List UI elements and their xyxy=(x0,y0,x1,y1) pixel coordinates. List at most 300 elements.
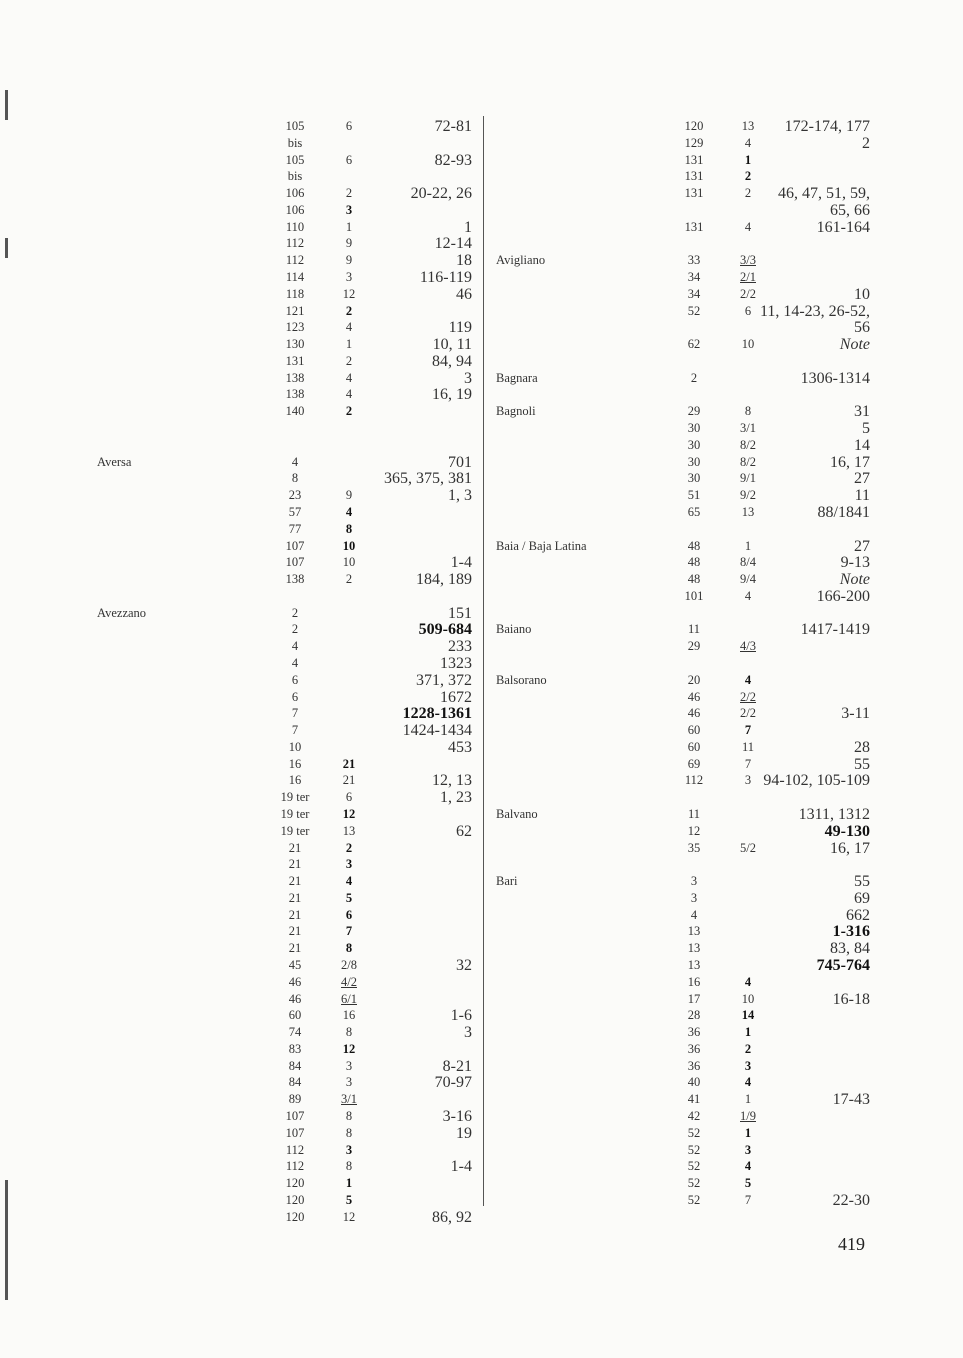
volume-number: 41 xyxy=(687,1092,701,1107)
fascicle-number: 16 xyxy=(342,1008,356,1023)
fascicle-number: 8 xyxy=(345,1159,353,1174)
volume-number: 21 xyxy=(288,840,302,855)
fascicle-number: 1 xyxy=(345,337,353,352)
scan-edge-mark xyxy=(5,90,8,120)
place-name: Bagnara xyxy=(496,370,538,385)
fascicle-number: 2/2 xyxy=(740,706,756,721)
page-reference: 55 xyxy=(854,755,870,773)
fascicle-number: 4 xyxy=(345,370,353,385)
volume-number: 19 ter xyxy=(280,806,310,821)
fascicle-number: 4 xyxy=(345,320,353,335)
fascicle-number: 7 xyxy=(744,756,752,771)
volume-number: 107 xyxy=(285,538,305,553)
fascicle-number: 10 xyxy=(741,337,755,352)
volume-number: 112 xyxy=(285,1142,305,1157)
volume-number: 46 xyxy=(687,689,701,704)
page-reference: 2 xyxy=(862,134,870,152)
page-reference: 1311, 1312 xyxy=(798,805,870,823)
page-reference: 1-316 xyxy=(832,923,870,941)
volume-number: 74 xyxy=(288,1025,302,1040)
place-name: Bari xyxy=(496,874,518,889)
page-reference: 70-97 xyxy=(434,1074,472,1092)
volume-number: 60 xyxy=(687,723,701,738)
scan-edge-mark xyxy=(5,1180,8,1300)
fascicle-number: 21 xyxy=(342,773,356,788)
fascicle-number: 4 xyxy=(345,387,353,402)
fascicle-number: 1 xyxy=(744,538,752,553)
fascicle-number: 2 xyxy=(345,186,353,201)
fascicle-number: 2 xyxy=(744,1041,752,1056)
fascicle-number: 4 xyxy=(345,874,353,889)
volume-number: 30 xyxy=(687,454,701,469)
fascicle-number: 7 xyxy=(744,1192,752,1207)
page-reference: 16, 17 xyxy=(830,453,870,471)
page-reference: 1-4 xyxy=(450,554,472,572)
fascicle-number: 2 xyxy=(345,404,353,419)
volume-number: 10 xyxy=(288,739,302,754)
page-reference: 28 xyxy=(854,738,870,756)
page-reference: 1, 3 xyxy=(448,487,472,505)
page-reference: 161-164 xyxy=(816,218,870,236)
column-divider xyxy=(483,116,484,1206)
volume-number: 4 xyxy=(291,655,299,670)
volume-number: 131 xyxy=(684,152,704,167)
volume-number: 121 xyxy=(285,303,305,318)
page-reference: 88/1841 xyxy=(817,503,870,521)
volume-number: 106 xyxy=(285,202,305,217)
fascicle-number: 14 xyxy=(741,1008,755,1023)
fascicle-number: 2 xyxy=(744,169,752,184)
fascicle-number: 21 xyxy=(342,756,356,771)
volume-number: 106 xyxy=(285,186,305,201)
volume-number: 105 xyxy=(285,152,305,167)
volume-number: 46 xyxy=(687,706,701,721)
volume-number: 6 xyxy=(291,672,299,687)
page-reference: 172-174, 177 xyxy=(784,118,870,135)
fascicle-number: 8 xyxy=(744,404,752,419)
page-reference: 1-4 xyxy=(450,1158,472,1176)
volume-number: 84 xyxy=(288,1075,302,1090)
fascicle-number: 3 xyxy=(744,1058,752,1073)
fascicle-number: 1 xyxy=(744,1025,752,1040)
page-reference: 184, 189 xyxy=(416,571,472,589)
page-reference: 46, 47, 51, 59, xyxy=(778,185,870,203)
volume-number: 138 xyxy=(285,572,305,587)
volume-number: 19 ter xyxy=(280,790,310,805)
page-reference: 94-102, 105-109 xyxy=(763,772,870,790)
page-reference: 3 xyxy=(464,1024,472,1042)
fascicle-number: 4 xyxy=(744,135,752,150)
fascicle-number: 4 xyxy=(744,1159,752,1174)
page-reference: 16-18 xyxy=(832,990,870,1008)
volume-number: 8 xyxy=(291,471,299,486)
page-reference: 3-11 xyxy=(841,705,870,723)
fascicle-number: 9/1 xyxy=(740,471,756,486)
page-reference: 166-200 xyxy=(816,587,870,605)
page-reference: 56 xyxy=(854,319,870,337)
volume-number: 11 xyxy=(687,622,701,637)
volume-number: 69 xyxy=(687,756,701,771)
fascicle-number: 5 xyxy=(744,1176,752,1191)
volume-number: 2 xyxy=(291,605,299,620)
volume-number: 29 xyxy=(687,639,701,654)
fascicle-number: 6 xyxy=(345,119,353,133)
fascicle-number: 12 xyxy=(342,1209,356,1224)
volume-number: 16 xyxy=(687,974,701,989)
volume-number: 77 xyxy=(288,521,302,536)
volume-number: 36 xyxy=(687,1041,701,1056)
fascicle-number: 5 xyxy=(345,1192,353,1207)
fascicle-number: 10 xyxy=(342,538,356,553)
fascicle-number: 5/2 xyxy=(740,840,756,855)
volume-number: 84 xyxy=(288,1058,302,1073)
volume-number: 6 xyxy=(291,689,299,704)
page-reference: 83, 84 xyxy=(830,940,870,958)
fascicle-number: 2 xyxy=(345,840,353,855)
fascicle-number: 3 xyxy=(744,773,752,788)
fascicle-number: 3 xyxy=(345,270,353,285)
fascicle-number: 6 xyxy=(345,907,353,922)
page-reference: 1424-1434 xyxy=(402,722,472,740)
volume-number: 21 xyxy=(288,874,302,889)
volume-number: 4 xyxy=(690,907,698,922)
volume-number: 107 xyxy=(285,1109,305,1124)
fascicle-number: 1 xyxy=(744,1125,752,1140)
fascicle-number: 3/3 xyxy=(740,253,756,268)
page-reference: 16, 19 xyxy=(432,386,472,404)
volume-number: 28 xyxy=(687,1008,701,1023)
fascicle-number: 4 xyxy=(345,504,353,519)
fascicle-number: 1 xyxy=(345,1176,353,1191)
page-reference: 20-22, 26 xyxy=(410,185,472,203)
fascicle-number: 4/2 xyxy=(341,974,357,989)
page-reference: 27 xyxy=(854,537,870,555)
fascicle-number: 10 xyxy=(741,991,755,1006)
volume-number: 21 xyxy=(288,907,302,922)
page-reference: 32 xyxy=(456,957,472,974)
page-reference: 31 xyxy=(854,403,870,421)
volume-number: 89 xyxy=(288,1092,302,1107)
volume-number: 20 xyxy=(687,672,701,687)
page-reference: 84, 94 xyxy=(432,352,472,370)
fascicle-number: 4/3 xyxy=(740,639,756,654)
fascicle-number: 9/4 xyxy=(740,572,756,587)
page-reference: 10 xyxy=(854,285,870,303)
volume-number: 7 xyxy=(291,706,299,721)
volume-number: 30 xyxy=(687,471,701,486)
volume-number: 140 xyxy=(285,404,305,419)
volume-number: 33 xyxy=(687,253,701,268)
page-reference: 49-130 xyxy=(824,822,870,840)
fascicle-number: 4 xyxy=(744,672,752,687)
volume-number: bis xyxy=(287,135,303,150)
volume-number: 114 xyxy=(285,270,305,285)
fascicle-number: 9/2 xyxy=(740,488,756,503)
page-reference: 1417-1419 xyxy=(800,621,870,639)
volume-number: 52 xyxy=(687,1125,701,1140)
fascicle-number: 2/2 xyxy=(740,689,756,704)
volume-number: 48 xyxy=(687,572,701,587)
fascicle-number: 12 xyxy=(342,1041,356,1056)
volume-number: 112 xyxy=(684,773,704,788)
page-reference: 9-13 xyxy=(840,554,870,572)
page-reference: 82-93 xyxy=(434,151,472,169)
volume-number: 48 xyxy=(687,538,701,553)
page-reference: 3 xyxy=(464,369,472,387)
fascicle-number: 6 xyxy=(345,790,353,805)
page-reference: 18 xyxy=(456,252,472,270)
fascicle-number: 4 xyxy=(744,219,752,234)
fascicle-number: 13 xyxy=(741,119,755,133)
page-reference: 1672 xyxy=(440,688,472,706)
fascicle-number: 6/1 xyxy=(341,991,357,1006)
fascicle-number: 2/8 xyxy=(341,958,357,972)
page-reference: 1228-1361 xyxy=(402,705,472,723)
fascicle-number: 2 xyxy=(345,353,353,368)
volume-number: 3 xyxy=(690,890,698,905)
volume-number: 21 xyxy=(288,941,302,956)
page-reference: 69 xyxy=(854,889,870,907)
page-number: 419 xyxy=(838,1234,865,1254)
volume-number: 112 xyxy=(285,1159,305,1174)
volume-number: 131 xyxy=(684,219,704,234)
fascicle-number: 1 xyxy=(744,1092,752,1107)
volume-number: 29 xyxy=(687,404,701,419)
page-reference: 701 xyxy=(448,453,472,471)
page-reference: 1323 xyxy=(440,654,472,672)
page-reference: 5 xyxy=(862,420,870,438)
page-reference: 453 xyxy=(448,738,472,756)
volume-number: 107 xyxy=(285,555,305,570)
page-reference: 12-14 xyxy=(434,235,472,253)
page-reference: 151 xyxy=(448,604,472,622)
volume-number: 30 xyxy=(687,421,701,436)
fascicle-number: 6 xyxy=(744,303,752,318)
volume-number: 130 xyxy=(285,337,305,352)
volume-number: 105 xyxy=(285,119,305,133)
volume-number: 35 xyxy=(687,840,701,855)
volume-number: 13 xyxy=(687,924,701,939)
volume-number: 52 xyxy=(687,1142,701,1157)
page-reference: 27 xyxy=(854,470,870,488)
volume-number: 2 xyxy=(291,622,299,637)
volume-number: 7 xyxy=(291,723,299,738)
page-reference: 509-684 xyxy=(418,621,472,639)
page-reference: 11, 14-23, 26-52, xyxy=(759,302,870,320)
volume-number: 138 xyxy=(285,387,305,402)
page-reference: 8-21 xyxy=(442,1057,472,1075)
fascicle-number: 8 xyxy=(345,941,353,956)
volume-number: 110 xyxy=(285,219,305,234)
fascicle-number: 13 xyxy=(342,823,356,838)
volume-number: 30 xyxy=(687,437,701,452)
page-reference: Note xyxy=(839,336,870,354)
volume-number: 34 xyxy=(687,270,701,285)
fascicle-number: 1 xyxy=(744,152,752,167)
volume-number: 65 xyxy=(687,504,701,519)
volume-number: 52 xyxy=(687,1192,701,1207)
place-name: Avezzano xyxy=(97,605,147,620)
place-name: Aversa xyxy=(97,454,132,469)
fascicle-number: 4 xyxy=(744,588,752,603)
volume-number: 11 xyxy=(687,806,701,821)
fascicle-number: 6 xyxy=(345,152,353,167)
page-reference: 19 xyxy=(456,1124,472,1142)
volume-number: 131 xyxy=(285,353,305,368)
volume-number: 120 xyxy=(684,119,704,133)
volume-number: 120 xyxy=(285,1192,305,1207)
fascicle-number: 8/2 xyxy=(740,437,756,452)
page-reference: 12, 13 xyxy=(432,772,472,790)
page-reference: 55 xyxy=(854,873,870,891)
fascicle-number: 2 xyxy=(345,572,353,587)
place-name: Baia / Baja Latina xyxy=(496,538,587,553)
fascicle-number: 3 xyxy=(345,1142,353,1157)
fascicle-number: 10 xyxy=(342,555,356,570)
fascicle-number: 3 xyxy=(345,857,353,872)
fascicle-number: 12 xyxy=(342,286,356,301)
fascicle-number: 3 xyxy=(744,1142,752,1157)
fascicle-number: 11 xyxy=(741,739,755,754)
page-reference: Note xyxy=(839,571,870,589)
volume-number: 118 xyxy=(285,286,305,301)
page-reference: 17-43 xyxy=(832,1091,870,1109)
page-reference: 1306-1314 xyxy=(800,369,870,387)
fascicle-number: 7 xyxy=(345,924,353,939)
fascicle-number: 7 xyxy=(744,723,752,738)
volume-number: 42 xyxy=(687,1109,701,1124)
fascicle-number: 8 xyxy=(345,521,353,536)
fascicle-number: 2 xyxy=(345,303,353,318)
volume-number: 23 xyxy=(288,488,302,503)
fascicle-number: 9 xyxy=(345,488,353,503)
volume-number: 120 xyxy=(285,1209,305,1224)
fascicle-number: 8/2 xyxy=(740,454,756,469)
fascicle-number: 8/4 xyxy=(740,555,756,570)
volume-number: 2 xyxy=(690,370,698,385)
fascicle-number: 1/9 xyxy=(740,1109,756,1124)
page-reference: 11 xyxy=(854,487,870,505)
volume-number: 13 xyxy=(687,958,701,972)
volume-number: 36 xyxy=(687,1058,701,1073)
place-name: Balsorano xyxy=(496,672,547,687)
scan-edge-mark xyxy=(5,238,8,258)
volume-number: 52 xyxy=(687,303,701,318)
page-reference: 119 xyxy=(448,319,472,337)
fascicle-number: 2 xyxy=(744,186,752,201)
page-reference: 10, 11 xyxy=(432,336,472,354)
volume-number: 112 xyxy=(285,253,305,268)
page-reference: 745-764 xyxy=(816,957,870,974)
volume-number: 83 xyxy=(288,1041,302,1056)
volume-number: 21 xyxy=(288,890,302,905)
volume-number: 13 xyxy=(687,941,701,956)
fascicle-number: 9 xyxy=(345,236,353,251)
page-reference: 3-16 xyxy=(442,1108,472,1126)
fascicle-number: 4 xyxy=(744,1075,752,1090)
volume-number: 21 xyxy=(288,857,302,872)
fascicle-number: 12 xyxy=(342,806,356,821)
fascicle-number: 8 xyxy=(345,1025,353,1040)
volume-number: 131 xyxy=(684,186,704,201)
fascicle-number: 3 xyxy=(345,1075,353,1090)
volume-number: 34 xyxy=(687,286,701,301)
fascicle-number: 3/1 xyxy=(341,1092,357,1107)
place-name: Balvano xyxy=(496,806,538,821)
fascicle-number: 3 xyxy=(345,202,353,217)
volume-number: 46 xyxy=(288,974,302,989)
place-name: Avigliano xyxy=(496,253,546,268)
volume-number: 3 xyxy=(690,874,698,889)
page-reference: 365, 375, 381 xyxy=(384,470,472,488)
volume-number: 107 xyxy=(285,1125,305,1140)
place-name: Baiano xyxy=(496,622,532,637)
volume-number: 101 xyxy=(684,588,704,603)
volume-number: 60 xyxy=(288,1008,302,1023)
volume-number: 52 xyxy=(687,1176,701,1191)
page-reference: 116-119 xyxy=(419,269,472,287)
fascicle-number: 3/1 xyxy=(740,421,756,436)
place-name: Bagnoli xyxy=(496,404,536,419)
fascicle-number: 5 xyxy=(345,890,353,905)
volume-number: 4 xyxy=(291,639,299,654)
volume-number: 131 xyxy=(684,169,704,184)
volume-number: 129 xyxy=(684,135,704,150)
fascicle-number: 9 xyxy=(345,253,353,268)
volume-number: 16 xyxy=(288,756,302,771)
volume-number: 51 xyxy=(687,488,701,503)
fascicle-number: 1 xyxy=(345,219,353,234)
fascicle-number: 3 xyxy=(345,1058,353,1073)
volume-number: 123 xyxy=(285,320,305,335)
volume-number: 36 xyxy=(687,1025,701,1040)
fascicle-number: 8 xyxy=(345,1125,353,1140)
page-reference: 72-81 xyxy=(434,118,472,135)
page-reference: 86, 92 xyxy=(432,1208,472,1226)
volume-number: 19 ter xyxy=(280,823,310,838)
page-reference: 65, 66 xyxy=(830,201,870,219)
volume-number: 4 xyxy=(291,454,299,469)
volume-number: 112 xyxy=(285,236,305,251)
volume-number: 138 xyxy=(285,370,305,385)
page-reference: 62 xyxy=(456,822,472,840)
volume-number: 48 xyxy=(687,555,701,570)
volume-number: 45 xyxy=(288,958,302,972)
volume-number: 62 xyxy=(687,337,701,352)
page-reference: 16, 17 xyxy=(830,839,870,857)
page-reference: 46 xyxy=(456,285,472,303)
fascicle-number: 13 xyxy=(741,504,755,519)
volume-number: 12 xyxy=(687,823,701,838)
page-reference: 22-30 xyxy=(832,1191,870,1209)
volume-number: 52 xyxy=(687,1159,701,1174)
volume-number: 17 xyxy=(687,991,701,1006)
page-reference: 233 xyxy=(448,638,472,656)
fascicle-number: 2/1 xyxy=(740,270,756,285)
volume-number: bis xyxy=(287,169,303,184)
volume-number: 21 xyxy=(288,924,302,939)
fascicle-number: 4 xyxy=(744,974,752,989)
page-reference: 14 xyxy=(854,436,870,454)
volume-number: 16 xyxy=(288,773,302,788)
volume-number: 40 xyxy=(687,1075,701,1090)
page-reference: 662 xyxy=(846,906,870,924)
page-reference: 1 xyxy=(464,218,472,236)
volume-number: 57 xyxy=(288,504,302,519)
fascicle-number: 8 xyxy=(345,1109,353,1124)
volume-number: 120 xyxy=(285,1176,305,1191)
volume-number: 46 xyxy=(288,991,302,1006)
